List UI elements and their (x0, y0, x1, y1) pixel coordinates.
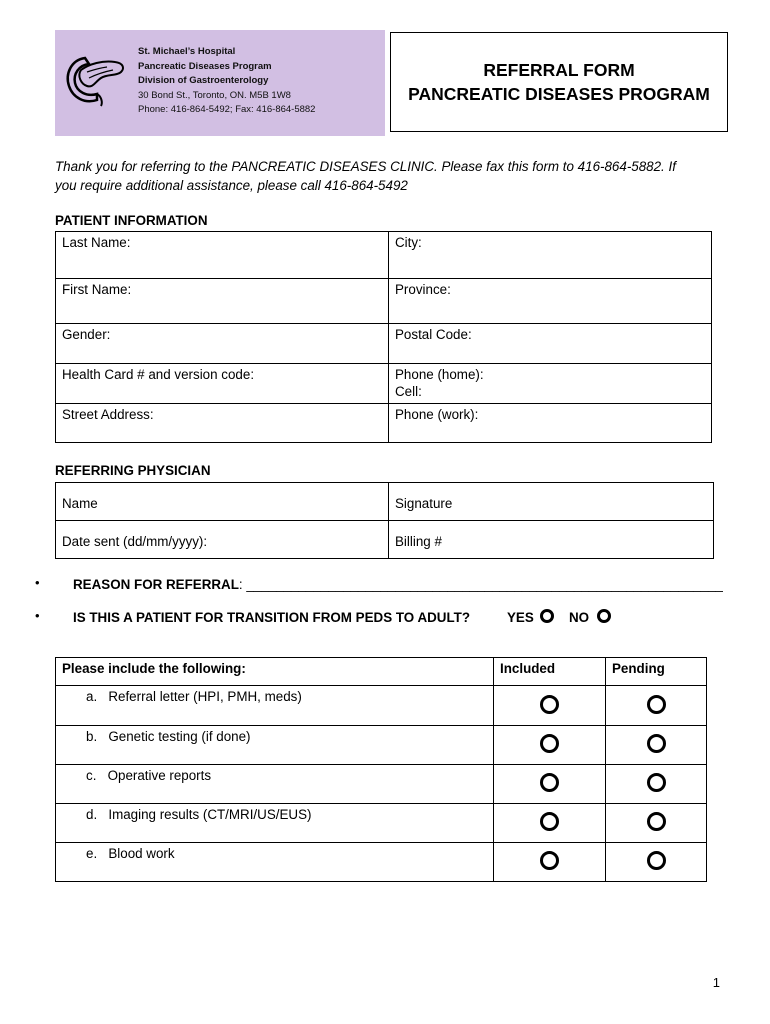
hospital-name: St. Michael’s Hospital (138, 46, 236, 57)
pending-radio[interactable] (647, 773, 666, 792)
city-field[interactable] (389, 232, 712, 279)
billing-field[interactable] (389, 521, 714, 559)
division-name: Division of Gastroenterology (138, 75, 269, 86)
last-name-field[interactable] (56, 232, 389, 279)
checklist-item (56, 726, 494, 765)
checklist-item (56, 804, 494, 843)
gender-field[interactable] (56, 324, 389, 364)
street-address-field[interactable] (56, 404, 389, 443)
included-cell (494, 804, 606, 843)
item-letter: e. (86, 846, 98, 861)
pending-column-header: Pending (606, 658, 707, 686)
included-cell (494, 726, 606, 765)
signature-label: Signature (395, 495, 453, 511)
form-title: REFERRAL FORM (483, 60, 635, 80)
patient-info-table (55, 231, 712, 443)
pending-radio[interactable] (647, 851, 666, 870)
city-label: City: (395, 235, 422, 250)
phone-home-cell-field[interactable] (389, 364, 712, 404)
gender-label: Gender: (62, 327, 111, 342)
signature-field[interactable] (389, 483, 714, 521)
page-number: 1 (712, 975, 720, 990)
included-column-header: Included (494, 658, 606, 686)
first-name-label: First Name: (62, 282, 132, 297)
form-subtitle: PANCREATIC DISEASES PROGRAM (408, 84, 710, 104)
pending-radio[interactable] (647, 734, 666, 753)
phone-home-label: Phone (home): (395, 367, 484, 382)
transition-question: IS THIS A PATIENT FOR TRANSITION FROM PEDS TO ADULT? (73, 610, 470, 625)
physician-heading: REFERRING PHYSICIAN (55, 463, 211, 478)
date-sent-label: Date sent (dd/mm/yyyy): (62, 533, 208, 549)
no-label: NO (569, 610, 590, 625)
pending-cell (606, 726, 707, 765)
pancreas-logo-icon (63, 50, 127, 110)
item-label: Genetic testing (if done) (108, 729, 251, 744)
no-radio[interactable] (597, 609, 611, 623)
physician-name-label: Name (62, 495, 98, 511)
included-radio[interactable] (540, 773, 559, 792)
reason-label: REASON FOR REFERRAL (73, 577, 239, 592)
phone-work-field[interactable] (389, 404, 712, 443)
physician-table (55, 482, 714, 559)
pending-cell (606, 843, 707, 882)
yes-radio[interactable] (540, 609, 554, 623)
bullet-icon: • (35, 575, 40, 590)
date-sent-field[interactable] (56, 521, 389, 559)
checklist-item (56, 765, 494, 804)
pending-cell (606, 804, 707, 843)
billing-label: Billing # (395, 533, 442, 549)
reason-row[interactable] (73, 577, 723, 592)
intro-text: Thank you for referring to the PANCREATIC DISEASES CLINIC. Please fax this form to 416-864-5882. If you require additional assistance, please call 416-864-5492 (55, 159, 676, 193)
province-field[interactable] (389, 279, 712, 324)
patient-info-heading: PATIENT INFORMATION (55, 213, 208, 228)
included-radio[interactable] (540, 695, 559, 714)
hospital-address: 30 Bond St., Toronto, ON. M5B 1W8 (138, 89, 291, 101)
included-cell (494, 765, 606, 804)
pending-radio[interactable] (647, 812, 666, 831)
form-title-box (390, 32, 728, 132)
postal-code-label: Postal Code: (395, 327, 472, 342)
bullet-icon: • (35, 608, 40, 623)
checklist-table (55, 657, 707, 882)
item-label: Operative reports (107, 768, 212, 783)
item-letter: b. (86, 729, 98, 744)
reason-line[interactable]: : ________________________________________________________________ (238, 577, 723, 592)
province-label: Province: (395, 282, 451, 297)
last-name-label: Last Name: (62, 235, 131, 250)
program-name: Pancreatic Diseases Program (138, 60, 272, 72)
postal-code-field[interactable] (389, 324, 712, 364)
pending-radio[interactable] (647, 695, 666, 714)
pending-cell (606, 765, 707, 804)
street-address-label: Street Address: (62, 407, 154, 422)
pending-cell (606, 686, 707, 726)
health-card-label: Health Card # and version code: (62, 367, 255, 382)
item-letter: a. (86, 689, 98, 704)
item-label: Blood work (108, 846, 175, 861)
item-label: Imaging results (CT/MRI/US/EUS) (108, 807, 312, 822)
included-radio[interactable] (540, 812, 559, 831)
hospital-phone-fax: Phone: 416-864-5492; Fax: 416-864-5882 (138, 104, 316, 115)
checklist-header: Please include the following: (56, 658, 494, 686)
item-letter: c. (86, 768, 97, 783)
hospital-address-block (138, 45, 315, 118)
item-letter: d. (86, 807, 98, 822)
health-card-field[interactable] (56, 364, 389, 404)
first-name-field[interactable] (56, 279, 389, 324)
checklist-item (56, 686, 494, 726)
checklist-item (56, 843, 494, 882)
phone-work-label: Phone (work): (395, 407, 479, 422)
included-cell (494, 843, 606, 882)
hospital-info-box (55, 30, 385, 136)
item-label: Referral letter (HPI, PMH, meds) (108, 689, 302, 704)
included-radio[interactable] (540, 734, 559, 753)
cell-label: Cell: (395, 384, 422, 399)
included-cell (494, 686, 606, 726)
physician-name-field[interactable] (56, 483, 389, 521)
included-radio[interactable] (540, 851, 559, 870)
yes-label: YES (507, 610, 534, 625)
